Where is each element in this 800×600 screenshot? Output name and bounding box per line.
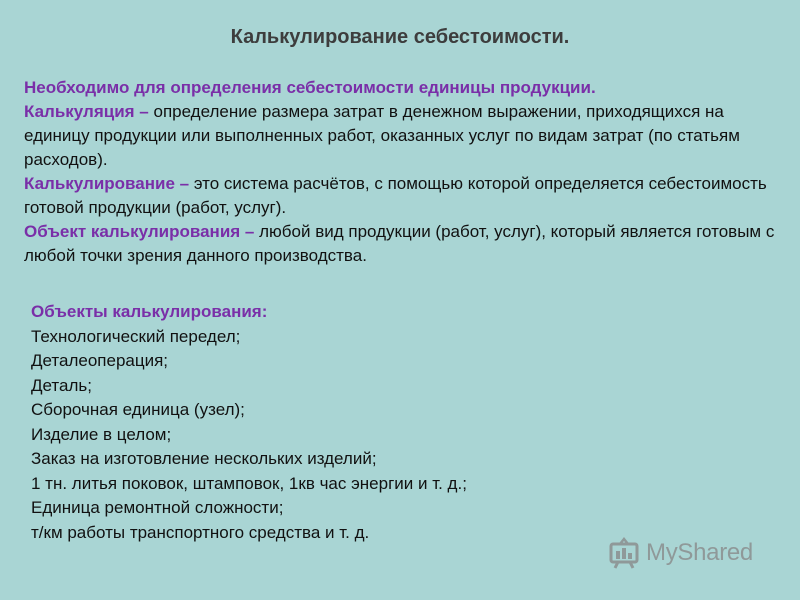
list-item: т/км работы транспортного средства и т. д.	[31, 522, 370, 542]
watermark-text: MyShared	[646, 539, 753, 566]
list-item: Единица ремонтной сложности;	[31, 498, 284, 517]
definition-kalkulyatsiya	[24, 100, 784, 172]
definition-kalkulirovanie	[24, 172, 784, 220]
list-item: Заказ на изготовление нескольких изделий;	[31, 449, 377, 468]
objects-list	[31, 325, 631, 546]
intro-line	[24, 76, 784, 100]
myshared-logo-icon	[608, 537, 642, 569]
objects-heading: Объекты калькулирования:	[31, 302, 268, 321]
definition-obekt	[24, 220, 784, 268]
list-item: 1 тн. литья поковок, штамповок, 1кв час энергии и т. д.;	[31, 473, 467, 493]
list-item: Деталь;	[31, 375, 92, 395]
definition-dash: –	[240, 222, 260, 241]
definition-term: Калькуляция	[24, 102, 135, 121]
slide-title: Калькулирование себестоимости.	[230, 26, 570, 48]
intro-text: Необходимо для определения себестоимости единицы продукции.	[24, 78, 596, 97]
objects-block	[31, 300, 631, 545]
list-item: Деталеоперация;	[31, 351, 169, 370]
list-item: Сборочная единица (узел);	[31, 400, 245, 419]
watermark	[608, 536, 753, 570]
definition-text: определение размера затрат в денежном выражении, приходящихся на единицу продукции или выполненных работ, оказанных услуг по видам затрат (по статьям расходов).	[24, 102, 740, 169]
definition-term: Калькулирование	[24, 174, 175, 193]
definitions-block	[24, 76, 784, 268]
list-item: Изделие в целом;	[31, 424, 172, 444]
list-item: Технологический передел;	[31, 326, 241, 346]
definition-dash: –	[134, 102, 154, 121]
definition-dash: –	[174, 174, 194, 193]
definition-text: любой вид продукции (работ, услуг), который является готовым с любой точки зрения данного производства.	[24, 222, 775, 265]
definition-text: это система расчётов, с помощью которой определяется себестоимость готовой продукции (работ, услуг).	[24, 174, 767, 217]
definition-term: Объект калькулирования	[24, 222, 241, 241]
